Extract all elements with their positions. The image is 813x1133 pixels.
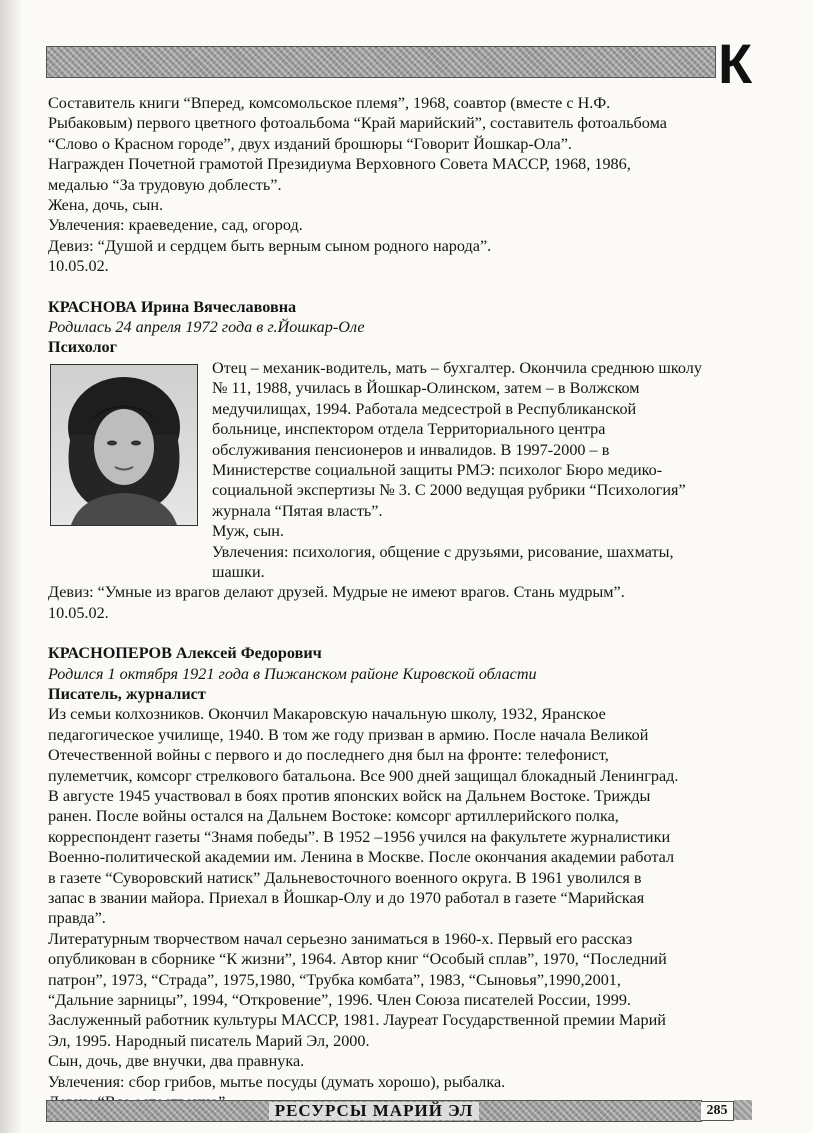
text-line: Жена, дочь, сын. xyxy=(48,196,164,215)
text-line: Отец – механик-водитель, мать – бухгалтер. Окончила среднюю школу xyxy=(212,358,702,377)
text-line: 10.05.02. xyxy=(48,257,109,276)
entry-birth: Родилась 24 апреля 1972 года в г.Йошкар-Оле xyxy=(48,318,365,337)
portrait-photo xyxy=(50,364,198,526)
text-line: “Дальние зарницы”, 1994, “Откровение”, 1996. Член Союза писателей России, 1999. xyxy=(48,991,631,1010)
text-line: педагогическое училище, 1940. В том же году призван в армию. После начала Великой xyxy=(48,725,649,744)
text-line: ранен. После войны остался на Дальнем Востоке: комсорг артиллерийского полка, xyxy=(48,807,619,826)
text-line: Министерстве социальной защиты РМЭ: психолог Бюро медико- xyxy=(212,460,663,479)
text-line: социальной экспертизы № 3. С 2000 ведущая рубрики “Психология” xyxy=(212,481,686,500)
text-line: В августе 1945 участвовал в боях против японских войск на Дальнем Востоке. Трижды xyxy=(48,787,651,805)
text-line: 10.05.02. xyxy=(48,603,109,622)
text-line: опубликован в сборнике “К жизни”, 1964. Автор книг “Особый сплав”, 1970, “Последний xyxy=(48,950,667,969)
text-line: шашки. xyxy=(212,562,265,581)
text-line: Эл, 1995. Народный писатель Марий Эл, 2000. xyxy=(48,1031,370,1050)
text-line: Награжден Почетной грамотой Президиума Верховного Совета МАССР, 1968, 1986, xyxy=(48,155,631,174)
entry-name: КРАСНОВА Ирина Вячеславовна xyxy=(48,297,297,316)
entry-krasnova xyxy=(48,297,768,624)
text-line: Увлечения: психология, общение с друзьями, рисование, шахматы, xyxy=(212,542,674,561)
text-line: Увлечения: краеведение, сад, огород. xyxy=(48,216,303,235)
page-content xyxy=(48,93,768,1113)
text-line: правда”. xyxy=(48,909,106,928)
text-line: корреспондент газеты “Знамя победы”. В 1952 –1956 учился на факультете журналистики xyxy=(48,827,671,846)
text-line: запас в звании майора. Приехал в Йошкар-Олу и до 1970 работал в газете “Марийская xyxy=(48,889,645,908)
entry-name: КРАСНОПЕРОВ Алексей Федорович xyxy=(48,644,322,663)
text-line: журнала “Пятая власть”. xyxy=(212,501,383,520)
text-line: Из семьи колхозников. Окончил Макаровскую начальную школу, 1932, Яранское xyxy=(48,705,606,724)
text-line: Девиз: “Умные из врагов делают друзей. Мудрые не имеют врагов. Стань мудрым”. xyxy=(48,583,625,602)
entry-bio-side xyxy=(212,358,768,582)
text-line: Военно-политической академии им. Ленина в Москве. После окончания академии работал xyxy=(48,848,675,867)
text-line: Литературным творчеством начал серьезно заниматься в 1960-х. Первый его рассказ xyxy=(48,929,633,948)
text-line: обслуживания пенсионеров и инвалидов. В 1997-2000 – в xyxy=(212,440,610,459)
text-line: Сын, дочь, две внучки, два правнука. xyxy=(48,1052,305,1071)
text-line: в газете “Суворовский натиск” Дальневосточного военного округа. В 1961 уволился в xyxy=(48,868,642,887)
text-line: Муж, сын. xyxy=(212,522,284,541)
text-line: Рыбаковым) первого цветного фотоальбома “Край марийский”, составитель фотоальбома xyxy=(48,114,667,133)
footer-title: РЕСУРСЫ МАРИЙ ЭЛ xyxy=(269,1102,480,1120)
text-line: патрон”, 1973, “Страда”, 1975,1980, “Трубка комбата”, 1983, “Сыновья”,1990,2001, xyxy=(48,970,621,989)
entry-krasnoperov xyxy=(48,643,768,1112)
section-letter: К xyxy=(718,32,753,95)
intro-block xyxy=(48,93,768,277)
page-edge-shadow xyxy=(0,0,22,1133)
text-line: медучилищах, 1994. Работала медсестрой в Республиканской xyxy=(212,399,637,418)
entry-birth: Родился 1 октября 1921 года в Пижанском районе Кировской области xyxy=(48,664,537,683)
text-line: Заслуженный работник культуры МАССР, 1981. Лауреат Государственной премии Марий xyxy=(48,1011,666,1030)
text-line: Составитель книги “Вперед, комсомольское племя”, 1968, соавтор (вместе с Н.Ф. xyxy=(48,94,611,112)
page-number: 285 xyxy=(701,1101,734,1121)
entry-profession: Писатель, журналист xyxy=(48,684,206,703)
header-band xyxy=(46,46,716,78)
text-line: медалью “За трудовую доблесть”. xyxy=(48,175,282,194)
text-line: Девиз: “Душой и сердцем быть верным сыном родного народа”. xyxy=(48,236,492,255)
text-line: “Слово о Красном городе”, двух изданий брошюры “Говорит Йошкар-Ола”. xyxy=(48,134,572,153)
footer-band-tail xyxy=(734,1100,752,1120)
text-line: Увлечения: сбор грибов, мытье посуды (думать хорошо), рыбалка. xyxy=(48,1072,506,1091)
footer-band xyxy=(46,1100,702,1122)
text-line: № 11, 1988, училась в Йошкар-Олинском, затем – в Волжском xyxy=(212,379,640,398)
entry-profession: Психолог xyxy=(48,338,117,357)
text-line: пулеметчик, комсорг стрелкового батальона. Все 900 дней защищал блокадный Ленинград. xyxy=(48,766,679,785)
text-line: больнице, инспектором отдела Территориального центра xyxy=(212,420,606,439)
text-line: Отечественной войны с первого и до последнего дня был на фронте: телефонист, xyxy=(48,746,609,765)
